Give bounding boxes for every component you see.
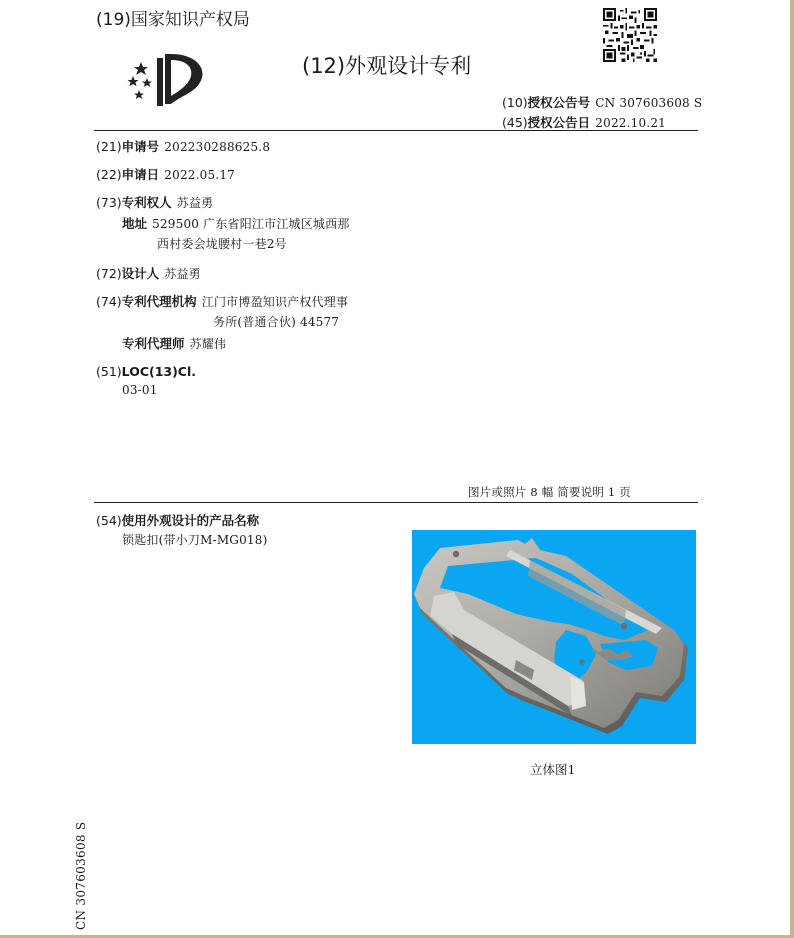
- summary-divider: [94, 502, 698, 503]
- patentee-line: [96, 192, 213, 211]
- agent-line: [122, 333, 226, 352]
- office-name: 国家知识产权局: [130, 10, 250, 30]
- figure-count-summary: 图片或照片 8 幅 简要说明 1 页: [468, 485, 632, 499]
- page-frame-right: [790, 0, 794, 938]
- agent-label: 专利代理师: [122, 336, 185, 351]
- application-number-value: 202230288625.8: [164, 140, 271, 154]
- grant-number-label: 授权公告号: [527, 95, 591, 110]
- agency-code: (74): [96, 294, 122, 309]
- application-number-label: 申请号: [121, 139, 160, 154]
- product-name-label: 使用外观设计的产品名称: [121, 513, 260, 528]
- doc-type-code: (12): [302, 54, 346, 78]
- designer-label: 设计人: [121, 266, 160, 281]
- grant-date-label: 授权公告日: [527, 115, 591, 130]
- grant-date-value: 2022.10.21: [595, 116, 666, 130]
- grant-date-code: (45): [502, 115, 528, 130]
- agency-value-1: 江门市博盈知识产权代理事: [201, 295, 349, 309]
- designer-value: 苏益勇: [164, 267, 201, 281]
- application-date-value: 2022.05.17: [164, 168, 235, 182]
- application-date-code: (22): [96, 167, 122, 182]
- office-header: [96, 5, 250, 30]
- grant-number-value: CN 307603608 S: [595, 96, 703, 110]
- agent-value: 苏耀伟: [189, 337, 227, 351]
- product-name-code: (54): [96, 513, 122, 528]
- qr-code-icon: [603, 8, 657, 62]
- product-photo: [412, 530, 696, 744]
- grant-number-line: [502, 92, 702, 111]
- designer-code: (72): [96, 266, 122, 281]
- application-number-code: (21): [96, 139, 122, 154]
- carabiner-keychain-icon: [412, 530, 696, 744]
- agency-value-2: 务所(普通合伙) 44577: [213, 315, 340, 329]
- doc-type-name: 外观设计专利: [345, 54, 472, 78]
- document-type-title: [302, 50, 471, 80]
- application-number-line: [96, 136, 270, 155]
- figure-caption: 立体图1: [530, 762, 576, 777]
- grant-number-code: (10): [502, 95, 528, 110]
- address-value-1: 529500 广东省阳江市江城区城西那: [152, 217, 350, 231]
- product-name-heading: [96, 510, 259, 529]
- loc-value: 03-01: [122, 383, 158, 397]
- patentee-code: (73): [96, 195, 122, 210]
- side-publication-number: CN 307603608 S: [74, 821, 88, 930]
- loc-code: (51): [96, 364, 122, 379]
- patentee-value: 苏益勇: [176, 196, 214, 210]
- patentee-label: 专利权人: [121, 195, 172, 210]
- address-line-1: [122, 213, 350, 232]
- header-divider: [94, 130, 698, 131]
- office-code: (19): [96, 10, 131, 30]
- cnipa-logo-icon: [127, 48, 207, 110]
- agency-label: 专利代理机构: [121, 294, 197, 309]
- grant-date-line: [502, 112, 666, 131]
- loc-label: LOC(13)Cl.: [121, 364, 197, 379]
- loc-line: [96, 361, 196, 380]
- agency-line-1: [96, 291, 348, 310]
- product-name-value: 锁匙扣(带小刀M-MG018): [122, 533, 268, 547]
- designer-line: [96, 263, 201, 282]
- address-label: 地址: [122, 216, 148, 231]
- application-date-label: 申请日: [121, 167, 160, 182]
- address-value-2: 西村委会垅腰村一巷2号: [157, 237, 287, 251]
- application-date-line: [96, 164, 235, 183]
